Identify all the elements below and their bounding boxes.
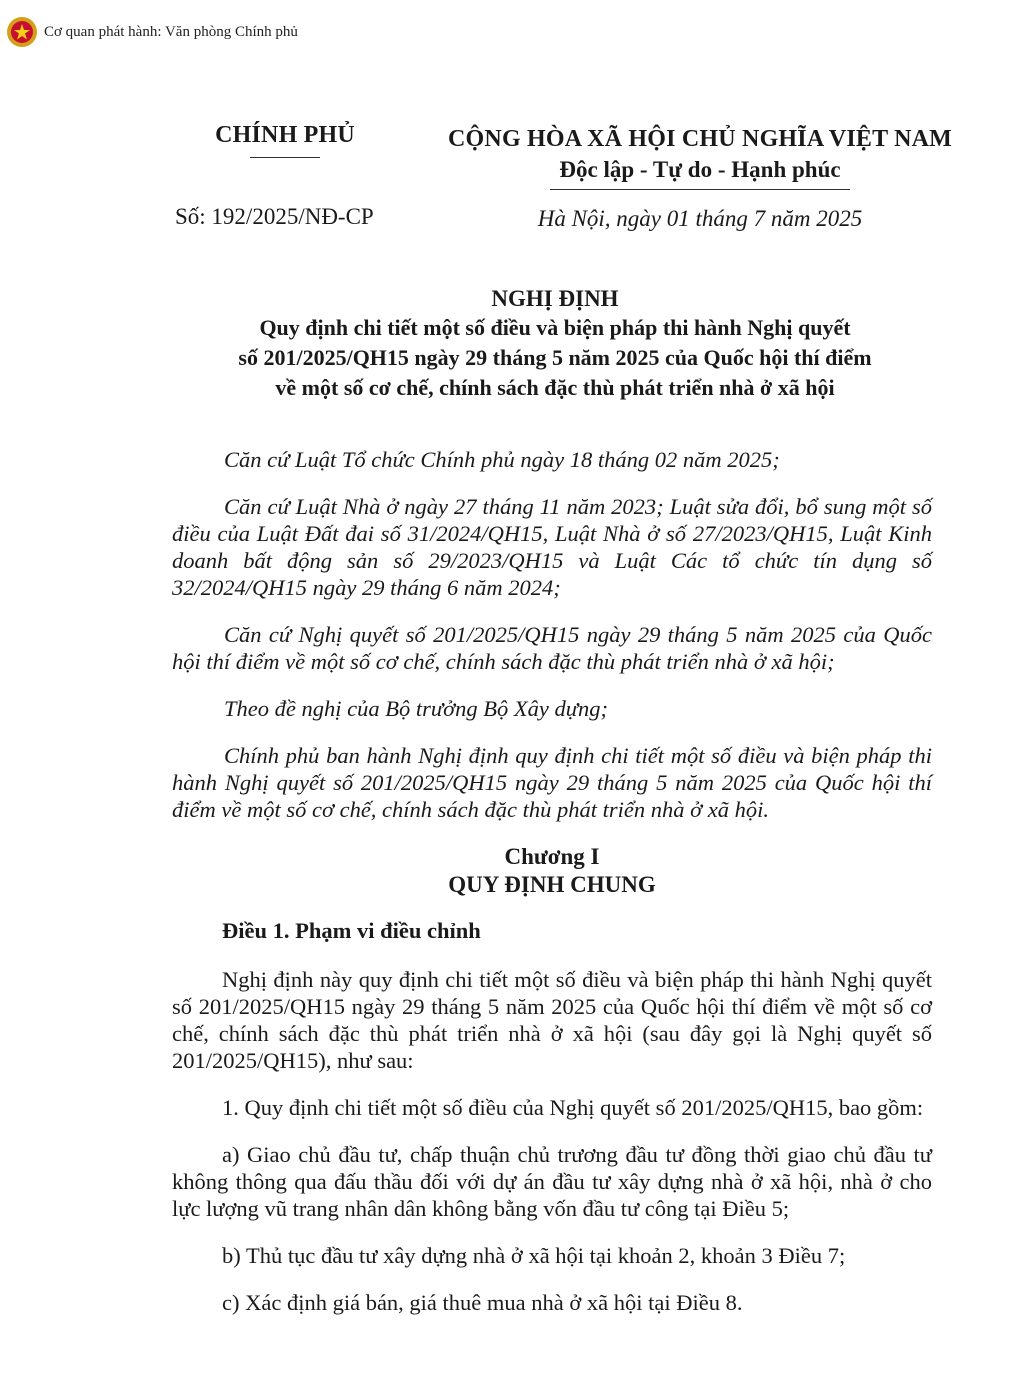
title-line-1: Quy định chi tiết một số điều và biện pháp thi hành Nghị quyết <box>259 315 851 340</box>
chapter-number: Chương I <box>504 844 600 869</box>
national-emblem-icon <box>6 16 38 48</box>
article-item: 1. Quy định chi tiết một số điều của Nghị quyết số 201/2025/QH15, bao gồm: <box>222 1095 924 1120</box>
article-subitem: a) Giao chủ đầu tư, chấp thuận chủ trương đầu tư đồng thời giao chủ đầu tư không thông qua đấu thầu đối với dự án đầu tư xây dựng nhà ở xã hội, nhà ở cho lực lượng vũ trang nhân dân không bằng vốn đầu tư công tại Điều 5; <box>172 1142 932 1221</box>
article-paragraph: Nghị định này quy định chi tiết một số điều và biện pháp thi hành Nghị quyết số 201/2025/QH15 ngày 29 tháng 5 năm 2025 của Quốc hội thí điểm về một số cơ chế, chính sách đặc thù phát triển nhà ở xã hội (sau đây gọi là Nghị quyết số 201/2025/QH15), như sau: <box>172 967 932 1073</box>
title-line-2: số 201/2025/QH15 ngày 29 tháng 5 năm 2025 của Quốc hội thí điểm <box>238 345 872 370</box>
motto-underline <box>550 189 850 190</box>
preamble-paragraph: Chính phủ ban hành Nghị định quy định chi tiết một số điều và biện pháp thi hành Nghị quyết số 201/2025/QH15 ngày 29 tháng 5 năm 2025 của Quốc hội thí điểm về một số cơ chế, chính sách đặc thù phát triển nhà ở xã hội. <box>172 743 932 822</box>
issuer-label: Cơ quan phát hành: Văn phòng Chính phủ <box>44 23 298 40</box>
article-subitem: b) Thủ tục đầu tư xây dựng nhà ở xã hội tại khoản 2, khoản 3 Điều 7; <box>222 1243 846 1268</box>
preamble-paragraph: Căn cứ Luật Nhà ở ngày 27 tháng 11 năm 2023; Luật sửa đổi, bổ sung một số điều của Luật Đất đai số 31/2024/QH15, Luật Nhà ở số 27/2023/QH15, Luật Kinh doanh bất động sản số 29/2023/QH15 và Luật Các tổ chức tín dụng số 32/2024/QH15 ngày 29 tháng 6 năm 2024; <box>172 494 932 600</box>
agency-block <box>200 122 370 158</box>
article-heading: Điều 1. Phạm vi điều chỉnh <box>222 918 481 943</box>
title-line-3: về một số cơ chế, chính sách đặc thù phát triển nhà ở xã hội <box>275 375 835 400</box>
national-header <box>430 126 970 190</box>
preamble-paragraph: Theo đề nghị của Bộ trưởng Bộ Xây dựng; <box>224 696 608 721</box>
document-title <box>160 286 950 402</box>
place-date: Hà Nội, ngày 01 tháng 7 năm 2025 <box>537 206 863 231</box>
chapter-heading <box>172 843 932 899</box>
preamble-paragraph: Căn cứ Nghị quyết số 201/2025/QH15 ngày 29 tháng 5 năm 2025 của Quốc hội thí điểm về một số cơ chế, chính sách đặc thù phát triển nhà ở xã hội; <box>172 622 932 674</box>
document-body <box>172 446 932 1336</box>
article-subitem: c) Xác định giá bán, giá thuê mua nhà ở xã hội tại Điều 8. <box>222 1290 743 1315</box>
chapter-name: QUY ĐỊNH CHUNG <box>448 872 656 897</box>
document-type: NGHỊ ĐỊNH <box>491 286 619 311</box>
document-number: Số: 192/2025/NĐ-CP <box>175 204 374 229</box>
agency-name: CHÍNH PHỦ <box>215 122 355 148</box>
agency-underline <box>250 157 320 158</box>
preamble-paragraph: Căn cứ Luật Tổ chức Chính phủ ngày 18 tháng 02 năm 2025; <box>224 447 780 472</box>
issuer-bar <box>6 16 298 48</box>
country-name: CỘNG HÒA XÃ HỘI CHỦ NGHĨA VIỆT NAM <box>448 126 952 152</box>
motto: Độc lập - Tự do - Hạnh phúc <box>559 157 841 182</box>
